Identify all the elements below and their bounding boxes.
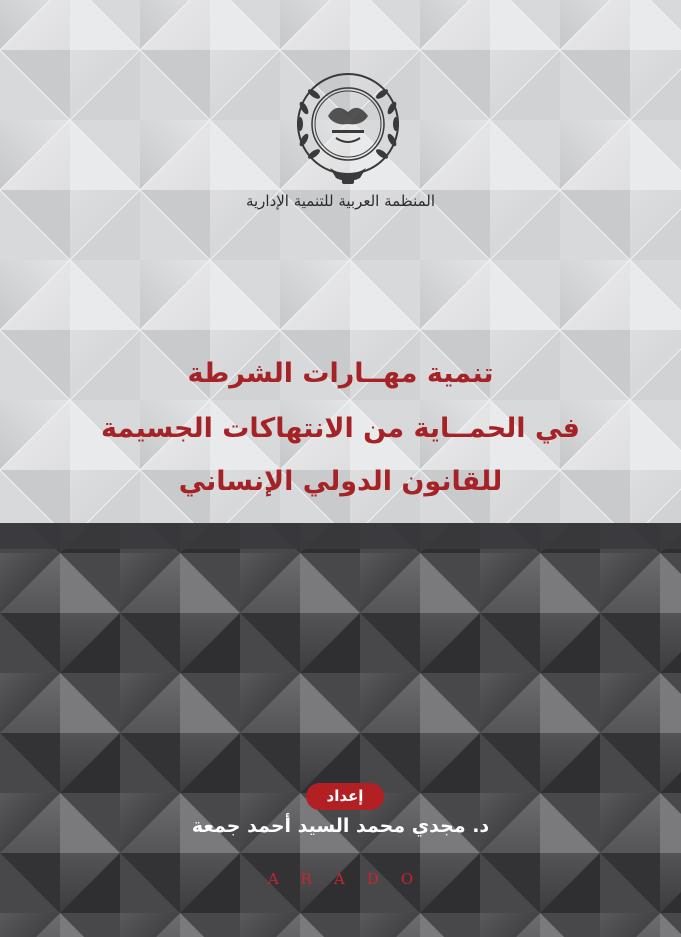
book-title-line-1: تنمية مهــارات الشرطة [187,358,494,389]
emblem-wreath-icon [290,68,406,190]
publisher-name: ARADO [267,870,436,888]
author-name: د. مجدي محمد السيد أحمد جمعة [191,815,490,837]
organization-name: المنظمة العربية للتنمية الإدارية [245,192,436,210]
book-title-line-3: للقانون الدولي الإنساني [178,466,503,497]
book-title-line-2: في الحمــاية من الانتهاكات الجسيمة [101,413,580,444]
prepared-by-badge: إعداد [306,783,384,810]
